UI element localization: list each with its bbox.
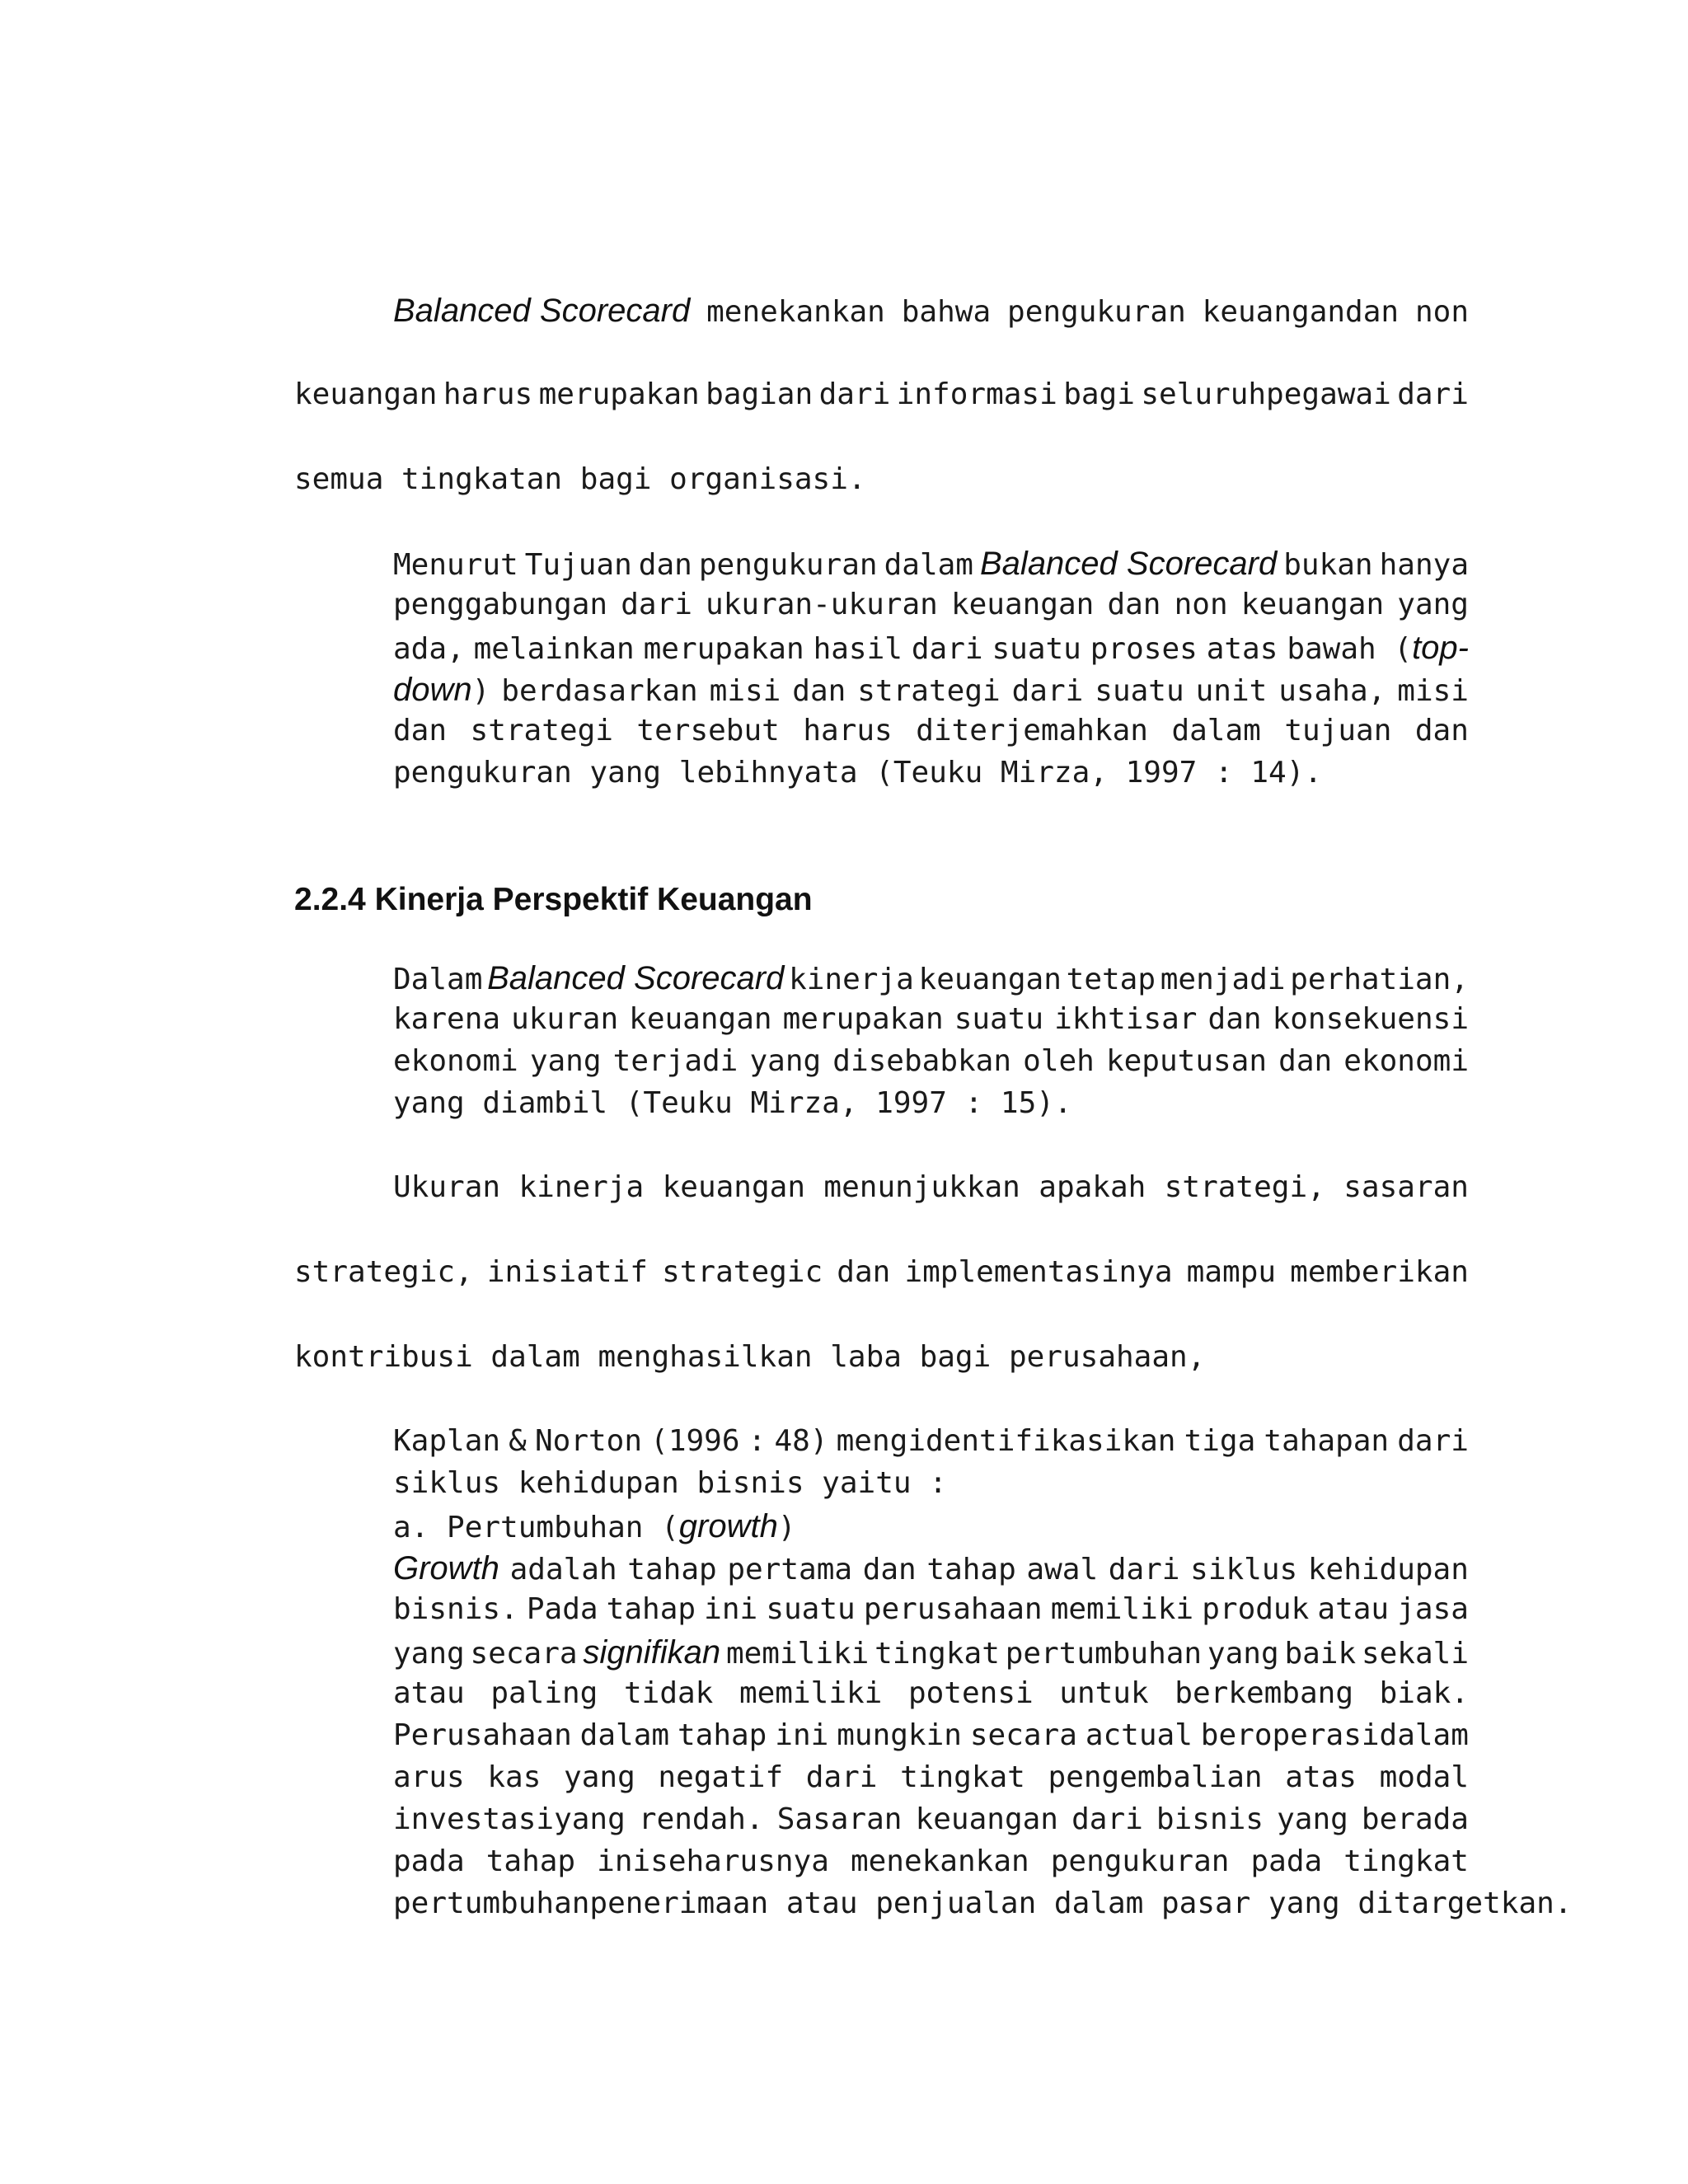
word: secara xyxy=(969,1718,1077,1752)
word: tingkat xyxy=(900,1760,1025,1794)
word: strategi, xyxy=(1164,1170,1325,1204)
word: apakah xyxy=(1039,1170,1146,1204)
word: (1996 xyxy=(650,1424,740,1458)
word: mengidentifikasikan xyxy=(836,1424,1176,1458)
word: unit xyxy=(1195,674,1268,708)
word: ekonomi xyxy=(393,1044,518,1078)
word: non xyxy=(1414,295,1469,329)
word: karena xyxy=(393,1002,501,1036)
word: yang xyxy=(1277,1802,1348,1836)
word: investasiyang xyxy=(393,1802,626,1836)
word: rendah. xyxy=(638,1802,764,1836)
paren: ) xyxy=(471,674,490,708)
word: penggabungan xyxy=(393,588,608,621)
text-line: pertumbuhanpenerimaan atau penjualan dalam pasar yang ditargetkan. xyxy=(393,1886,1573,1920)
word: tersebut xyxy=(636,714,780,748)
word: negatif xyxy=(658,1760,784,1794)
italic-term: signifikan xyxy=(583,1634,721,1671)
word: hanya xyxy=(1379,548,1469,582)
word: ukuran xyxy=(511,1002,619,1036)
word: merupakan xyxy=(538,377,700,411)
word: Ukuran xyxy=(393,1170,501,1204)
word: yang xyxy=(564,1760,635,1794)
word: awal xyxy=(1026,1553,1099,1586)
text-line: semua tingkatan bagi organisasi. xyxy=(294,462,866,496)
word: ukuran-ukuran xyxy=(706,588,938,621)
word: menekankan xyxy=(850,1844,1029,1878)
word: dari xyxy=(805,1760,878,1794)
word: & xyxy=(509,1424,527,1458)
word: tidak xyxy=(623,1676,714,1710)
word: Dalam xyxy=(393,963,483,996)
list-item-prefix: a. Pertumbuhan ( xyxy=(393,1511,679,1544)
word: bawah xyxy=(1287,632,1376,666)
word: informasi xyxy=(896,377,1057,411)
word: tiga xyxy=(1184,1424,1256,1458)
word: tingkat xyxy=(874,1637,1000,1671)
word: non xyxy=(1174,588,1228,621)
word: keuangandan xyxy=(1202,295,1400,329)
word: potensi xyxy=(907,1676,1034,1710)
word: mampu xyxy=(1186,1255,1277,1289)
word: dan xyxy=(1107,588,1161,621)
word: melainkan xyxy=(473,632,635,666)
word: kas xyxy=(487,1760,542,1794)
word: suatu xyxy=(992,632,1081,666)
word: dari xyxy=(911,632,983,666)
word: bagian xyxy=(706,377,814,411)
word: keputusan xyxy=(1105,1044,1268,1078)
italic-term: Balanced Scorecard xyxy=(980,546,1278,582)
word: yang xyxy=(1397,588,1469,621)
quote-1-line-6 xyxy=(393,756,1469,805)
paragraph-2-line-3 xyxy=(294,1340,1469,1390)
word: Perusahaan xyxy=(393,1718,572,1752)
word: ada, xyxy=(393,632,465,666)
word: secara xyxy=(470,1637,578,1671)
word: diterjemahkan xyxy=(916,714,1148,748)
word: menekankan xyxy=(706,295,885,329)
word: dan xyxy=(1414,714,1469,748)
word: merupakan xyxy=(782,1002,944,1036)
word: suatu xyxy=(766,1592,856,1626)
word: harus xyxy=(443,377,533,411)
word: bagi xyxy=(1063,377,1135,411)
text-line: yang diambil (Teuku Mirza, 1997 : 15). xyxy=(393,1086,1072,1120)
word: keuangan xyxy=(950,588,1095,621)
word: mungkin xyxy=(837,1718,962,1752)
word: merupakan xyxy=(643,632,804,666)
word: menunjukkan xyxy=(823,1170,1020,1204)
word: dari xyxy=(1011,674,1084,708)
word: yang xyxy=(749,1044,822,1078)
word: keuangan xyxy=(662,1170,805,1204)
word: sasaran xyxy=(1343,1170,1469,1204)
word: strategic xyxy=(662,1255,823,1289)
text-line: pengukuran yang lebihnyata (Teuku Mirza, 1997 : 14). xyxy=(393,756,1323,790)
word: menjadi xyxy=(1160,963,1286,996)
word: keuangan xyxy=(918,963,1062,996)
word: pengukuran xyxy=(1050,1844,1230,1878)
word: Tujuan xyxy=(524,548,632,582)
word: pertumbuhan xyxy=(1005,1637,1203,1671)
word: iniseharusnya xyxy=(597,1844,829,1878)
word: dan xyxy=(1278,1044,1333,1078)
word: strategic, xyxy=(294,1255,473,1289)
paragraph-1-line-2 xyxy=(294,377,1469,427)
word: : xyxy=(748,1424,767,1458)
word: tingkat xyxy=(1343,1844,1469,1878)
text-line: siklus kehidupan bisnis yaitu : xyxy=(393,1466,947,1500)
word: adalah xyxy=(509,1553,617,1586)
word: pada xyxy=(393,1844,465,1878)
word: dari xyxy=(1397,377,1469,411)
word: berada xyxy=(1361,1802,1469,1836)
word: usaha, xyxy=(1278,674,1386,708)
word: Menurut xyxy=(393,548,518,582)
word: Sasaran xyxy=(776,1802,903,1836)
word-group xyxy=(1287,630,1469,667)
word: pengembalian xyxy=(1048,1760,1263,1794)
word: tahap xyxy=(485,1844,576,1878)
italic-term: Growth xyxy=(393,1550,499,1586)
word: dari xyxy=(1071,1802,1143,1836)
word: dalam xyxy=(579,1718,670,1752)
word: jasa xyxy=(1397,1592,1469,1626)
word: 48) xyxy=(774,1424,828,1458)
word: produk xyxy=(1202,1592,1310,1626)
word: bukan xyxy=(1283,548,1373,582)
word: paling xyxy=(490,1676,598,1710)
word: memberikan xyxy=(1290,1255,1469,1289)
list-item-suffix: ) xyxy=(777,1511,796,1544)
word: berdasarkan xyxy=(501,674,698,708)
word: bisnis. xyxy=(393,1592,518,1626)
text-line: kontribusi dalam menghasilkan laba bagi perusahaan, xyxy=(294,1340,1206,1374)
word: keuangan xyxy=(1240,588,1385,621)
word: disebabkan xyxy=(832,1044,1012,1078)
word: konsekuensi xyxy=(1272,1002,1469,1036)
italic-term: top- xyxy=(1412,630,1469,666)
quote-2-line-4 xyxy=(393,1086,1469,1136)
word: beroperasidalam xyxy=(1200,1718,1469,1752)
word: inisiatif xyxy=(486,1255,648,1289)
word: pengukuran xyxy=(698,548,878,582)
word: yang xyxy=(393,1637,465,1671)
word: keuangan xyxy=(294,377,438,411)
word: actual xyxy=(1085,1718,1193,1752)
word: kinerja xyxy=(789,963,914,996)
word: harus xyxy=(803,714,893,748)
word: pertama xyxy=(727,1553,853,1586)
word: tetap xyxy=(1066,963,1156,996)
word: hasil xyxy=(813,632,903,666)
word: implementasinya xyxy=(904,1255,1173,1289)
word: dan xyxy=(792,674,846,708)
word: dan xyxy=(1207,1002,1262,1036)
word: tahap xyxy=(627,1553,717,1586)
word: dari xyxy=(1108,1553,1180,1586)
word: atas xyxy=(1206,632,1278,666)
word: ini xyxy=(704,1592,758,1626)
word: perhatian, xyxy=(1290,963,1469,996)
paragraph-1-line-1 xyxy=(393,293,1469,342)
italic-term: Balanced Scorecard xyxy=(487,960,785,996)
word: dari xyxy=(818,377,891,411)
word: kehidupan xyxy=(1307,1553,1469,1586)
word: tahap xyxy=(677,1718,767,1752)
word: suatu xyxy=(954,1002,1044,1036)
word: Norton xyxy=(534,1424,643,1458)
word: bahwa xyxy=(901,295,992,329)
word: keuangan xyxy=(629,1002,772,1036)
word: ikhtisar xyxy=(1054,1002,1198,1036)
paragraph-1-line-3 xyxy=(294,462,1469,512)
word: tahapan xyxy=(1264,1424,1390,1458)
word: dari xyxy=(1397,1424,1469,1458)
word: terjadi xyxy=(612,1044,738,1078)
word: pengukuran xyxy=(1007,295,1186,329)
italic-term: down xyxy=(393,672,472,708)
paren: ( xyxy=(1394,632,1413,666)
word: proses xyxy=(1090,632,1198,666)
word: dari xyxy=(621,588,692,621)
word: tujuan xyxy=(1284,714,1392,748)
word: siklus xyxy=(1190,1553,1298,1586)
word: dan xyxy=(862,1553,917,1586)
italic-term: growth xyxy=(678,1508,778,1544)
word: memiliki xyxy=(1050,1592,1194,1626)
list-item-a xyxy=(393,1508,796,1545)
word: ini xyxy=(775,1718,829,1752)
word: atau xyxy=(1317,1592,1390,1626)
word: pada xyxy=(1250,1844,1323,1878)
word: strategi xyxy=(470,714,613,748)
word: memiliki xyxy=(738,1676,883,1710)
word: Kaplan xyxy=(393,1424,501,1458)
word: tahap xyxy=(606,1592,696,1626)
word: bisnis xyxy=(1156,1802,1264,1836)
word: biak. xyxy=(1379,1676,1469,1710)
word: seluruhpegawai xyxy=(1141,377,1391,411)
word: berkembang xyxy=(1175,1676,1354,1710)
word: atau xyxy=(393,1676,465,1710)
word: sekali xyxy=(1361,1637,1469,1671)
word: suatu xyxy=(1095,674,1184,708)
word: strategi xyxy=(857,674,1001,708)
word: dalam xyxy=(884,548,973,582)
word: dan xyxy=(837,1255,891,1289)
word: dan xyxy=(393,714,448,748)
paragraph-2-line-1 xyxy=(393,1170,1469,1220)
word: oleh xyxy=(1023,1044,1095,1078)
word: atas xyxy=(1285,1760,1357,1794)
word: dalam xyxy=(1171,714,1261,748)
word: keuangan xyxy=(915,1802,1058,1836)
word: Pada xyxy=(526,1592,598,1626)
word: ekonomi xyxy=(1343,1044,1469,1078)
word-group xyxy=(393,672,490,709)
word: modal xyxy=(1379,1760,1469,1794)
word: untuk xyxy=(1059,1676,1149,1710)
word: misi xyxy=(709,674,781,708)
word: dan xyxy=(638,548,692,582)
section-heading: 2.2.4 Kinerja Perspektif Keuangan xyxy=(294,882,813,917)
paragraph-2-line-2 xyxy=(294,1255,1469,1305)
word: baik xyxy=(1284,1637,1357,1671)
italic-term: Balanced Scorecard xyxy=(393,293,691,329)
word: perusahaan xyxy=(863,1592,1043,1626)
word: tahap xyxy=(926,1553,1016,1586)
quote-3-line-12 xyxy=(393,1886,1573,1936)
word: yang xyxy=(529,1044,602,1078)
word: arus xyxy=(393,1760,465,1794)
word: memiliki xyxy=(725,1637,870,1671)
word: kinerja xyxy=(518,1170,645,1204)
word: misi xyxy=(1397,674,1469,708)
word: yang xyxy=(1207,1637,1279,1671)
